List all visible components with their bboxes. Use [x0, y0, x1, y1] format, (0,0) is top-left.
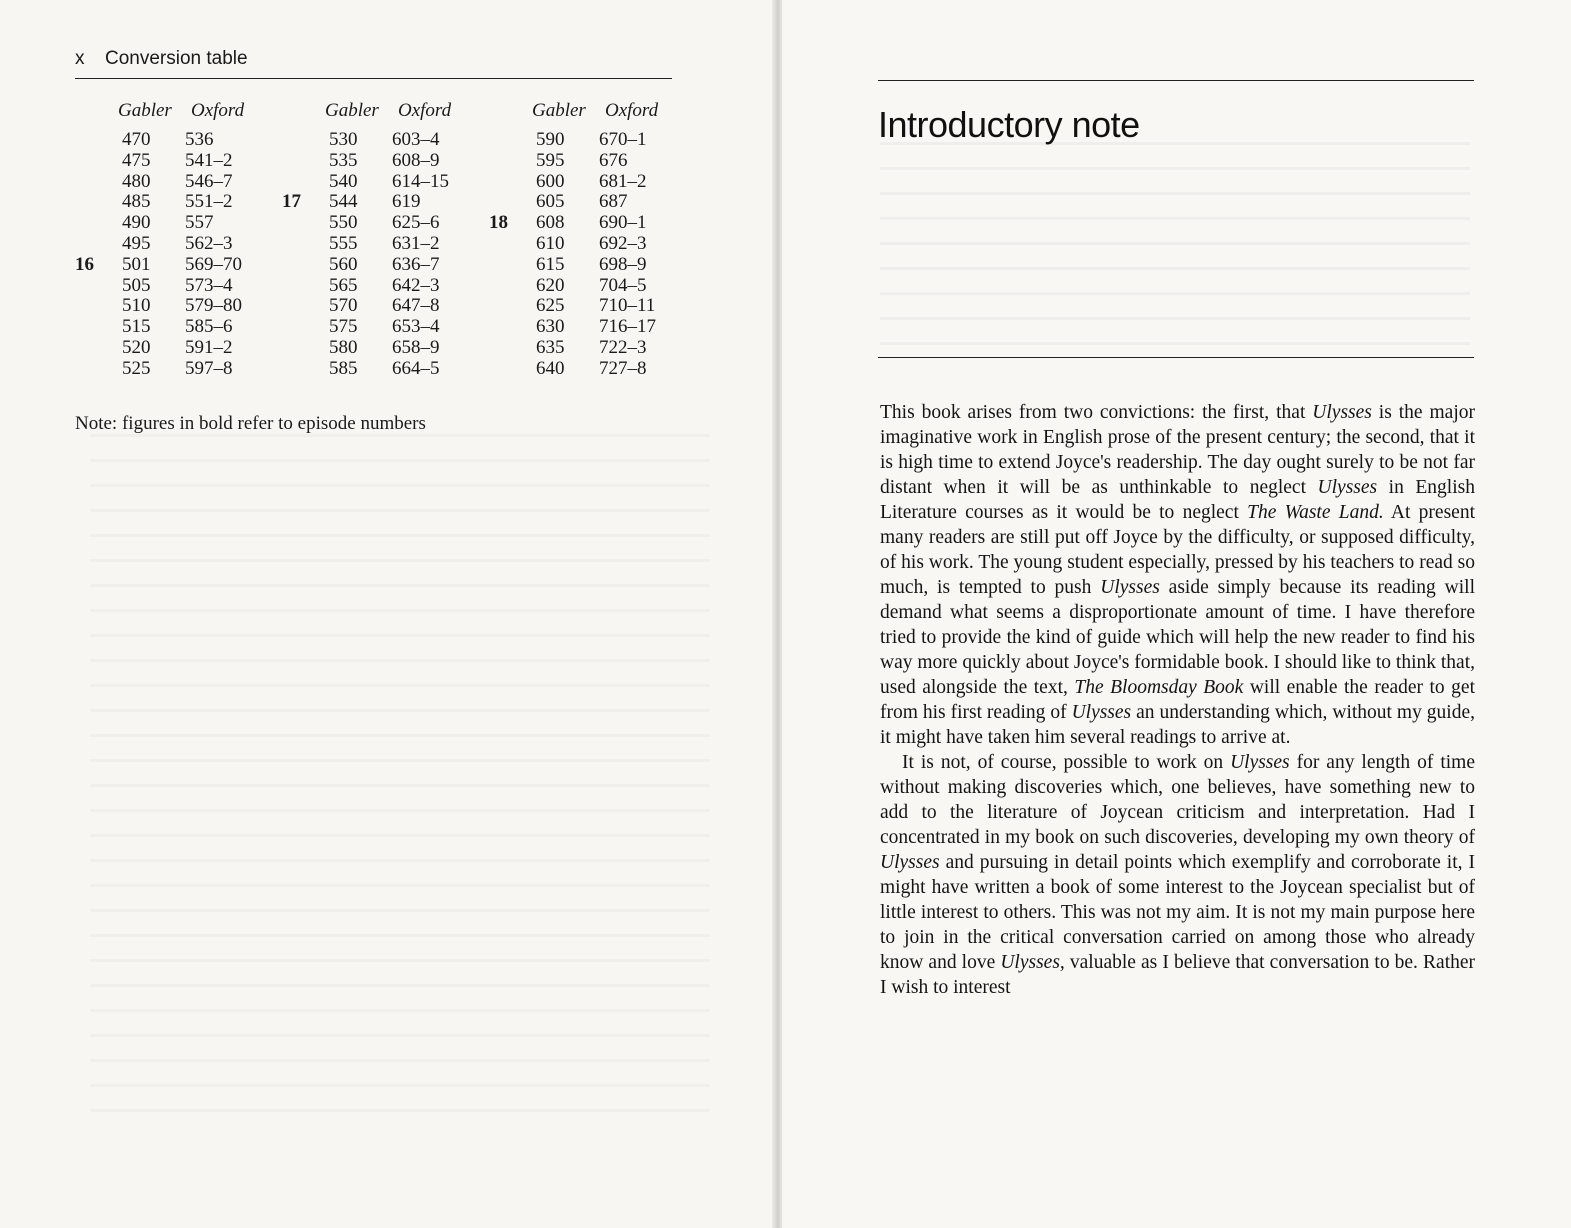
oxford-value: 710–11 [599, 295, 656, 317]
italic-title: Ulysses [1317, 477, 1378, 498]
gabler-value: 590 [536, 129, 565, 150]
oxford-value: 619 [392, 191, 421, 213]
episode-number: 16 [75, 253, 94, 275]
gabler-value: 608 [536, 212, 565, 234]
italic-title: Ulysses [1071, 702, 1132, 723]
text-run: an understanding which, without my guide, it might have taken him several readings to arrive at. [880, 702, 1475, 748]
gabler-value: 615 [536, 253, 565, 275]
table-row [282, 212, 482, 233]
oxford-value: 597–8 [185, 357, 233, 379]
table-row [489, 275, 689, 296]
italic-title: Ulysses [880, 852, 940, 873]
gabler-value: 490 [122, 212, 151, 234]
table-row [75, 358, 275, 379]
oxford-value: 676 [599, 149, 628, 171]
gabler-value: 640 [536, 357, 565, 379]
episode-number: 17 [282, 191, 301, 213]
gabler-value: 495 [122, 233, 151, 254]
gabler-value: 475 [122, 149, 151, 171]
gabler-value: 570 [329, 295, 358, 317]
oxford-value: 631–2 [392, 233, 440, 254]
body-text [880, 400, 1475, 1000]
oxford-value: 722–3 [599, 337, 647, 358]
body-paragraph [880, 400, 1475, 750]
table-row [489, 212, 689, 233]
table-row [75, 171, 275, 192]
oxford-value: 608–9 [392, 149, 440, 171]
oxford-value: 704–5 [599, 274, 647, 296]
text-run: and pursuing in detail points which exemplify and corroborate it, I might have written a book of some interest to the Joycean specialist but of little interest to others. This was not my aim. It is not my main purpose here to join in the critical conversation carried on among those who already know and love [880, 852, 1475, 973]
gabler-value: 630 [536, 316, 565, 338]
italic-title: Ulysses [1230, 752, 1290, 773]
oxford-value: 591–2 [185, 337, 233, 358]
gabler-value: 544 [329, 191, 358, 213]
table-row [282, 316, 482, 337]
table-row [75, 316, 275, 337]
gabler-value: 480 [122, 170, 151, 192]
oxford-value: 687 [599, 191, 628, 213]
text-run: in English Literature courses as it would be to neglect [880, 477, 1475, 523]
table-row [489, 150, 689, 171]
oxford-value: 716–17 [599, 316, 656, 338]
oxford-value: 642–3 [392, 274, 440, 296]
oxford-value: 569–70 [185, 253, 242, 275]
table-note: Note: figures in bold refer to episode numbers [75, 413, 426, 434]
gabler-value: 635 [536, 337, 565, 358]
gabler-value: 530 [329, 129, 358, 150]
table-row [75, 254, 275, 275]
table-row [75, 150, 275, 171]
book-gutter [772, 0, 782, 1228]
gabler-value: 575 [329, 316, 358, 338]
oxford-value: 551–2 [185, 191, 233, 213]
gabler-value: 525 [122, 357, 151, 379]
oxford-value: 562–3 [185, 233, 233, 254]
text-run: It is not, of course, possible to work on [902, 752, 1231, 773]
table-row [282, 275, 482, 296]
column-header-gabler: Gabler [532, 100, 586, 121]
gabler-value: 510 [122, 295, 151, 317]
table-row [489, 316, 689, 337]
oxford-value: 670–1 [599, 129, 647, 150]
gabler-value: 620 [536, 274, 565, 296]
italic-title: The Bloomsday Book [1074, 677, 1244, 698]
table-row [75, 212, 275, 233]
table-row [489, 295, 689, 316]
running-head [75, 48, 672, 79]
gabler-value: 605 [536, 191, 565, 213]
oxford-value: 614–15 [392, 170, 449, 192]
table-row [489, 171, 689, 192]
episode-number: 18 [489, 212, 508, 234]
table-row [282, 171, 482, 192]
oxford-value: 698–9 [599, 253, 647, 275]
oxford-value: 636–7 [392, 253, 440, 275]
gabler-value: 610 [536, 233, 565, 254]
text-run: valuable as I believe that conversation to be. Rather I wish to interest [880, 952, 1476, 998]
text-run: will enable the reader to get from his first reading of [880, 677, 1475, 723]
table-row [489, 337, 689, 358]
gabler-value: 580 [329, 337, 358, 358]
column-header-gabler: Gabler [118, 100, 172, 121]
heading-rule [878, 357, 1474, 358]
oxford-value: 557 [185, 212, 214, 234]
chapter-heading: Introductory note [878, 104, 1140, 145]
italic-title: Ulysses [1100, 577, 1160, 598]
table-row [75, 129, 275, 150]
gabler-value: 555 [329, 233, 358, 254]
running-head-title: Conversion table [105, 48, 248, 69]
table-row [282, 191, 482, 212]
oxford-value: 536 [185, 129, 214, 150]
column-header-oxford: Oxford [191, 100, 245, 121]
column-header-gabler: Gabler [325, 100, 379, 121]
column-header-oxford: Oxford [398, 100, 452, 121]
table-row [489, 191, 689, 212]
table-row [282, 129, 482, 150]
table-row [282, 150, 482, 171]
gabler-value: 520 [122, 337, 151, 358]
table-row [75, 275, 275, 296]
gabler-value: 595 [536, 149, 565, 171]
table-row [75, 295, 275, 316]
italic-title: The Waste Land. [1247, 502, 1384, 523]
show-through-right [880, 130, 1470, 345]
oxford-value: 541–2 [185, 149, 233, 171]
page-folio: x [75, 48, 85, 69]
text-run: This book arises from two convictions: the first, that [880, 402, 1313, 423]
italic-title: Ulysses, [1000, 952, 1065, 973]
oxford-value: 585–6 [185, 316, 233, 338]
oxford-value: 573–4 [185, 274, 233, 296]
text-run: At present many readers are still put off Joyce by the difficulty, or supposed difficulty, of his work. The young student especially, pressed by his teachers to read so much, is tempted to push [880, 502, 1475, 598]
oxford-value: 647–8 [392, 295, 440, 317]
oxford-value: 546–7 [185, 170, 233, 192]
top-rule [878, 80, 1474, 81]
show-through-left [90, 420, 710, 1120]
oxford-value: 727–8 [599, 357, 647, 379]
gabler-value: 565 [329, 274, 358, 296]
gabler-value: 600 [536, 170, 565, 192]
gabler-value: 540 [329, 170, 358, 192]
table-row [282, 233, 482, 254]
gabler-value: 535 [329, 149, 358, 171]
table-row [489, 254, 689, 275]
table-row [282, 358, 482, 379]
gabler-value: 505 [122, 274, 151, 296]
italic-title: Ulysses [1312, 402, 1372, 423]
oxford-value: 690–1 [599, 212, 647, 234]
oxford-value: 579–80 [185, 295, 242, 317]
table-row [75, 191, 275, 212]
oxford-value: 603–4 [392, 129, 440, 150]
table-row [489, 129, 689, 150]
oxford-value: 681–2 [599, 170, 647, 192]
oxford-value: 692–3 [599, 233, 647, 254]
gabler-value: 585 [329, 357, 358, 379]
gabler-value: 560 [329, 253, 358, 275]
table-row [282, 295, 482, 316]
oxford-value: 658–9 [392, 337, 440, 358]
gabler-value: 485 [122, 191, 151, 213]
gabler-value: 515 [122, 316, 151, 338]
table-row [282, 254, 482, 275]
table-row [282, 337, 482, 358]
table-row [489, 358, 689, 379]
body-paragraph [880, 750, 1475, 1000]
text-run: for any length of time without making discoveries which, one believes, have something new to add to the literature of Joycean criticism and interpretation. Had I concentrated in my book on such discoveries, developing my own theory of [880, 752, 1475, 848]
table-row [489, 233, 689, 254]
oxford-value: 653–4 [392, 316, 440, 338]
text-run: is the major imaginative work in English prose of the present century; the second, that it is high time to extend Joyce's readership. The day ought surely to be not far distant when it will be as unthinkable to neglect [880, 402, 1475, 498]
text-run: aside simply because its reading will demand what seems a disproportionate amount of time. I have therefore tried to provide the kind of guide which will help the new reader to find his way more quickly about Joyce's formidable book. I should like to think that, used alongside the text, [880, 577, 1475, 698]
column-header-oxford: Oxford [605, 100, 659, 121]
gabler-value: 501 [122, 253, 151, 275]
gabler-value: 470 [122, 129, 151, 150]
table-row [75, 233, 275, 254]
oxford-value: 625–6 [392, 212, 440, 234]
oxford-value: 664–5 [392, 357, 440, 379]
table-row [75, 337, 275, 358]
gabler-value: 550 [329, 212, 358, 234]
gabler-value: 625 [536, 295, 565, 317]
